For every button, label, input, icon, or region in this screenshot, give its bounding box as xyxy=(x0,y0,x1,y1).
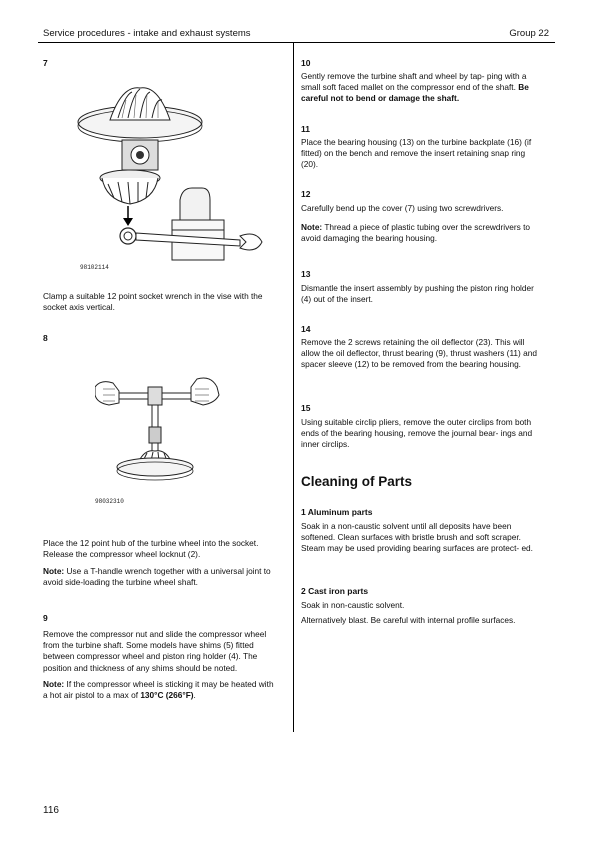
step-15-text: Using suitable circlip pliers, remove the outer circlips from both ends of the bearing housing, remove the journal bear- ings and inner circlips. xyxy=(301,417,533,450)
step-12-note xyxy=(301,222,541,244)
step-13-number: 13 xyxy=(301,269,311,279)
column-divider xyxy=(293,42,294,732)
step-14-number: 14 xyxy=(301,324,311,334)
step-10-warning: Be careful not to bend or damage the shaft. xyxy=(301,82,529,104)
figure-step-7-label: 98102114 xyxy=(80,264,109,271)
running-header-title: Service procedures - intake and exhaust systems xyxy=(43,28,251,39)
step-9-note-end: . xyxy=(193,690,196,701)
step-7-number: 7 xyxy=(43,58,48,68)
step-8-note-text: Use a T-handle wrench together with a universal joint to avoid side-loading the turbine wheel shaft. xyxy=(43,566,271,588)
step-8-text: Place the 12 point hub of the turbine wheel into the socket. Release the compressor wheel locknut (2). xyxy=(43,538,259,560)
figure-step-8-illustration xyxy=(95,365,225,495)
cast-iron-parts-text-1: Soak in non-caustic solvent. xyxy=(301,600,405,610)
page-number: 116 xyxy=(43,805,59,816)
figure-step-8-label: 98032310 xyxy=(95,498,124,505)
cast-iron-parts-heading: 2 Cast iron parts xyxy=(301,586,369,596)
step-9-note-text: If the compressor wheel is sticking it may be heated with a hot air pistol to a max of xyxy=(43,679,274,701)
step-10-body: Gently remove the turbine shaft and wheel by tap- ping with a small soft faced mallet on the compressor end of the shaft. xyxy=(301,71,527,93)
step-8-note-label: Note: xyxy=(43,566,65,576)
step-13-text: Dismantle the insert assembly by pushing the piston ring holder (4) out of the insert. xyxy=(301,283,534,305)
step-8-number: 8 xyxy=(43,333,48,343)
step-11-number: 11 xyxy=(301,124,310,134)
step-9-note-label: Note: xyxy=(43,679,65,689)
step-9-text: Remove the compressor nut and slide the compressor wheel from the turbine shaft. Some models have shims (5) fitted between compressor wheel and piston ring holder (4). The position and thickness of any shims should be noted. xyxy=(43,629,267,673)
figure-step-7-illustration xyxy=(70,80,275,265)
step-10-text xyxy=(301,71,541,105)
step-15-number: 15 xyxy=(301,403,311,413)
step-7-text: Clamp a suitable 12 point socket wrench in the vise with the socket axis vertical. xyxy=(43,291,263,313)
step-12-note-text: Thread a piece of plastic tubing over the screwdrivers to avoid damaging the bearing housing. xyxy=(301,222,531,244)
step-8-note xyxy=(43,566,278,588)
aluminum-parts-heading: 1 Aluminum parts xyxy=(301,507,373,517)
step-10-number: 10 xyxy=(301,58,311,68)
step-11-text: Place the bearing housing (13) on the turbine backplate (16) (if fitted) on the bench and remove the insert retaining snap ring (20). xyxy=(301,137,532,170)
section-heading-cleaning-of-parts: Cleaning of Parts xyxy=(301,474,413,489)
header-rule xyxy=(38,42,555,43)
step-12-note-label: Note: xyxy=(301,222,323,232)
cast-iron-parts-text-2: Alternatively blast. Be careful with internal profile surfaces. xyxy=(301,615,516,625)
aluminum-parts-text: Soak in a non-caustic solvent until all deposits have been softened. Clean surfaces with bristle brush and soft scraper. Steam may be used providing bearing surfaces are protect- ed. xyxy=(301,521,533,554)
step-14-text: Remove the 2 screws retaining the oil deflector (23). This will allow the oil deflector, thrust bearing (9), thrust washers (11) and spacer sleeve (12) to be removed from the bearing housing. xyxy=(301,337,537,370)
running-header-group: Group 22 xyxy=(509,28,549,39)
step-9-note xyxy=(43,679,278,701)
step-12-number: 12 xyxy=(301,189,311,199)
step-12-text: Carefully bend up the cover (7) using two screwdrivers. xyxy=(301,203,504,213)
step-9-note-temperature: 130°C (266°F) xyxy=(140,690,194,701)
step-9-number: 9 xyxy=(43,613,48,623)
